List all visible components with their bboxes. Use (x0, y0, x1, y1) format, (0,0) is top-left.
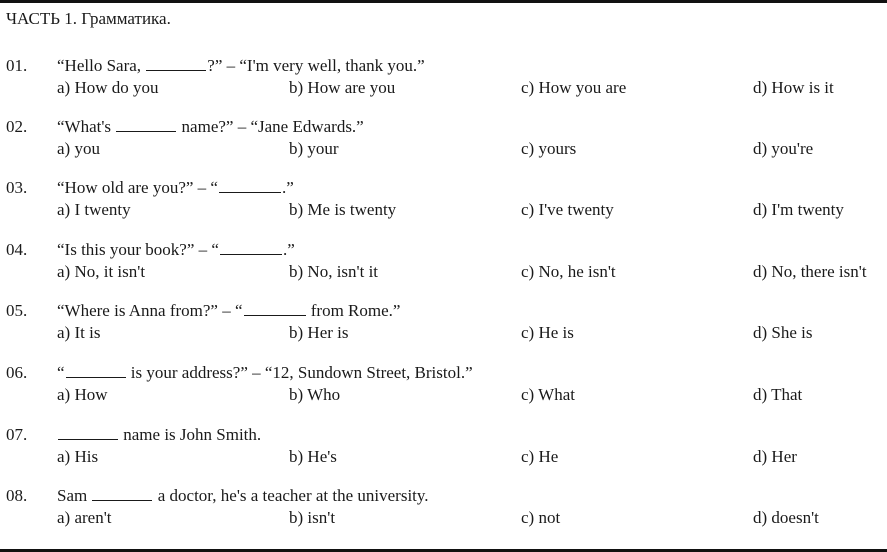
stem-after-blank: is your address?” – “12, Sundown Street, Bristol.” (126, 363, 473, 382)
question-item (0, 425, 887, 485)
question-item (0, 117, 887, 177)
stem-before-blank: “Where is Anna from?” – “ (57, 301, 243, 320)
option-c: c) yours (521, 139, 577, 158)
stem-before-blank: “Is this your book?” – “ (57, 240, 219, 259)
stem-after-blank: a doctor, he's a teacher at the university. (153, 486, 429, 505)
stem-after-blank: .” (282, 240, 295, 259)
option-b: b) isn't (289, 508, 336, 527)
stem-after-blank: from Rome.” (306, 301, 401, 320)
option-b: b) your (289, 139, 339, 158)
question-number: 01. (6, 56, 28, 75)
option-b: b) How are you (289, 78, 396, 97)
question-number: 08. (6, 486, 28, 505)
option-d: d) doesn't (753, 508, 819, 527)
stem-before-blank: “Hello Sara, (57, 56, 146, 75)
option-c: c) What (521, 385, 575, 404)
question-stem (57, 240, 295, 260)
question-stem (57, 56, 425, 76)
option-b: b) He's (289, 447, 337, 466)
stem-before-blank: “ (57, 363, 65, 382)
stem-before-blank: “How old are you?” – “ (57, 178, 218, 197)
answer-blank (116, 117, 176, 132)
option-d: d) No, there isn't (753, 262, 867, 281)
stem-before-blank: Sam (57, 486, 92, 505)
question-item (0, 486, 887, 546)
question-stem (57, 363, 473, 383)
option-b: b) Her is (289, 323, 349, 342)
option-a: a) How (57, 385, 108, 404)
option-a: a) His (57, 447, 99, 466)
question-item (0, 56, 887, 116)
option-c: c) not (521, 508, 561, 527)
section-title: ЧАСТЬ 1. Грамматика. (6, 9, 171, 28)
option-d: d) That (753, 385, 803, 404)
question-stem (57, 178, 294, 198)
option-c: c) He is (521, 323, 574, 342)
question-stem (57, 301, 400, 321)
answer-blank (58, 425, 118, 440)
question-item (0, 240, 887, 300)
answer-blank (244, 301, 306, 316)
option-d: d) I'm twenty (753, 200, 844, 219)
option-a: a) No, it isn't (57, 262, 146, 281)
option-a: a) It is (57, 323, 101, 342)
option-a: a) I twenty (57, 200, 131, 219)
answer-blank (220, 240, 282, 255)
answer-blank (92, 486, 152, 501)
option-d: d) you're (753, 139, 814, 158)
question-number: 03. (6, 178, 28, 197)
stem-after-blank: .” (281, 178, 294, 197)
question-stem (57, 486, 429, 506)
option-c: c) He (521, 447, 559, 466)
option-a: a) How do you (57, 78, 159, 97)
option-a: a) you (57, 139, 100, 158)
option-b: b) Who (289, 385, 341, 404)
stem-after-blank: name is John Smith. (119, 425, 262, 444)
question-number: 07. (6, 425, 28, 444)
stem-after-blank: ?” – “I'm very well, thank you.” (207, 56, 425, 75)
option-b: b) No, isn't it (289, 262, 379, 281)
question-item (0, 363, 887, 423)
answer-blank (66, 363, 126, 378)
option-d: d) How is it (753, 78, 834, 97)
question-number: 05. (6, 301, 28, 320)
option-c: c) No, he isn't (521, 262, 616, 281)
option-d: d) Her (753, 447, 797, 466)
question-stem (57, 425, 261, 445)
option-d: d) She is (753, 323, 813, 342)
question-stem (57, 117, 364, 137)
answer-blank (219, 178, 281, 193)
question-number: 02. (6, 117, 28, 136)
stem-before-blank: “What's (57, 117, 116, 136)
answer-blank (146, 56, 206, 71)
stem-after-blank: name?” – “Jane Edwards.” (177, 117, 364, 136)
option-b: b) Me is twenty (289, 200, 397, 219)
question-item (0, 301, 887, 361)
question-item (0, 178, 887, 238)
question-number: 04. (6, 240, 28, 259)
question-number: 06. (6, 363, 28, 382)
option-a: a) aren't (57, 508, 112, 527)
option-c: c) How you are (521, 78, 627, 97)
option-c: c) I've twenty (521, 200, 614, 219)
